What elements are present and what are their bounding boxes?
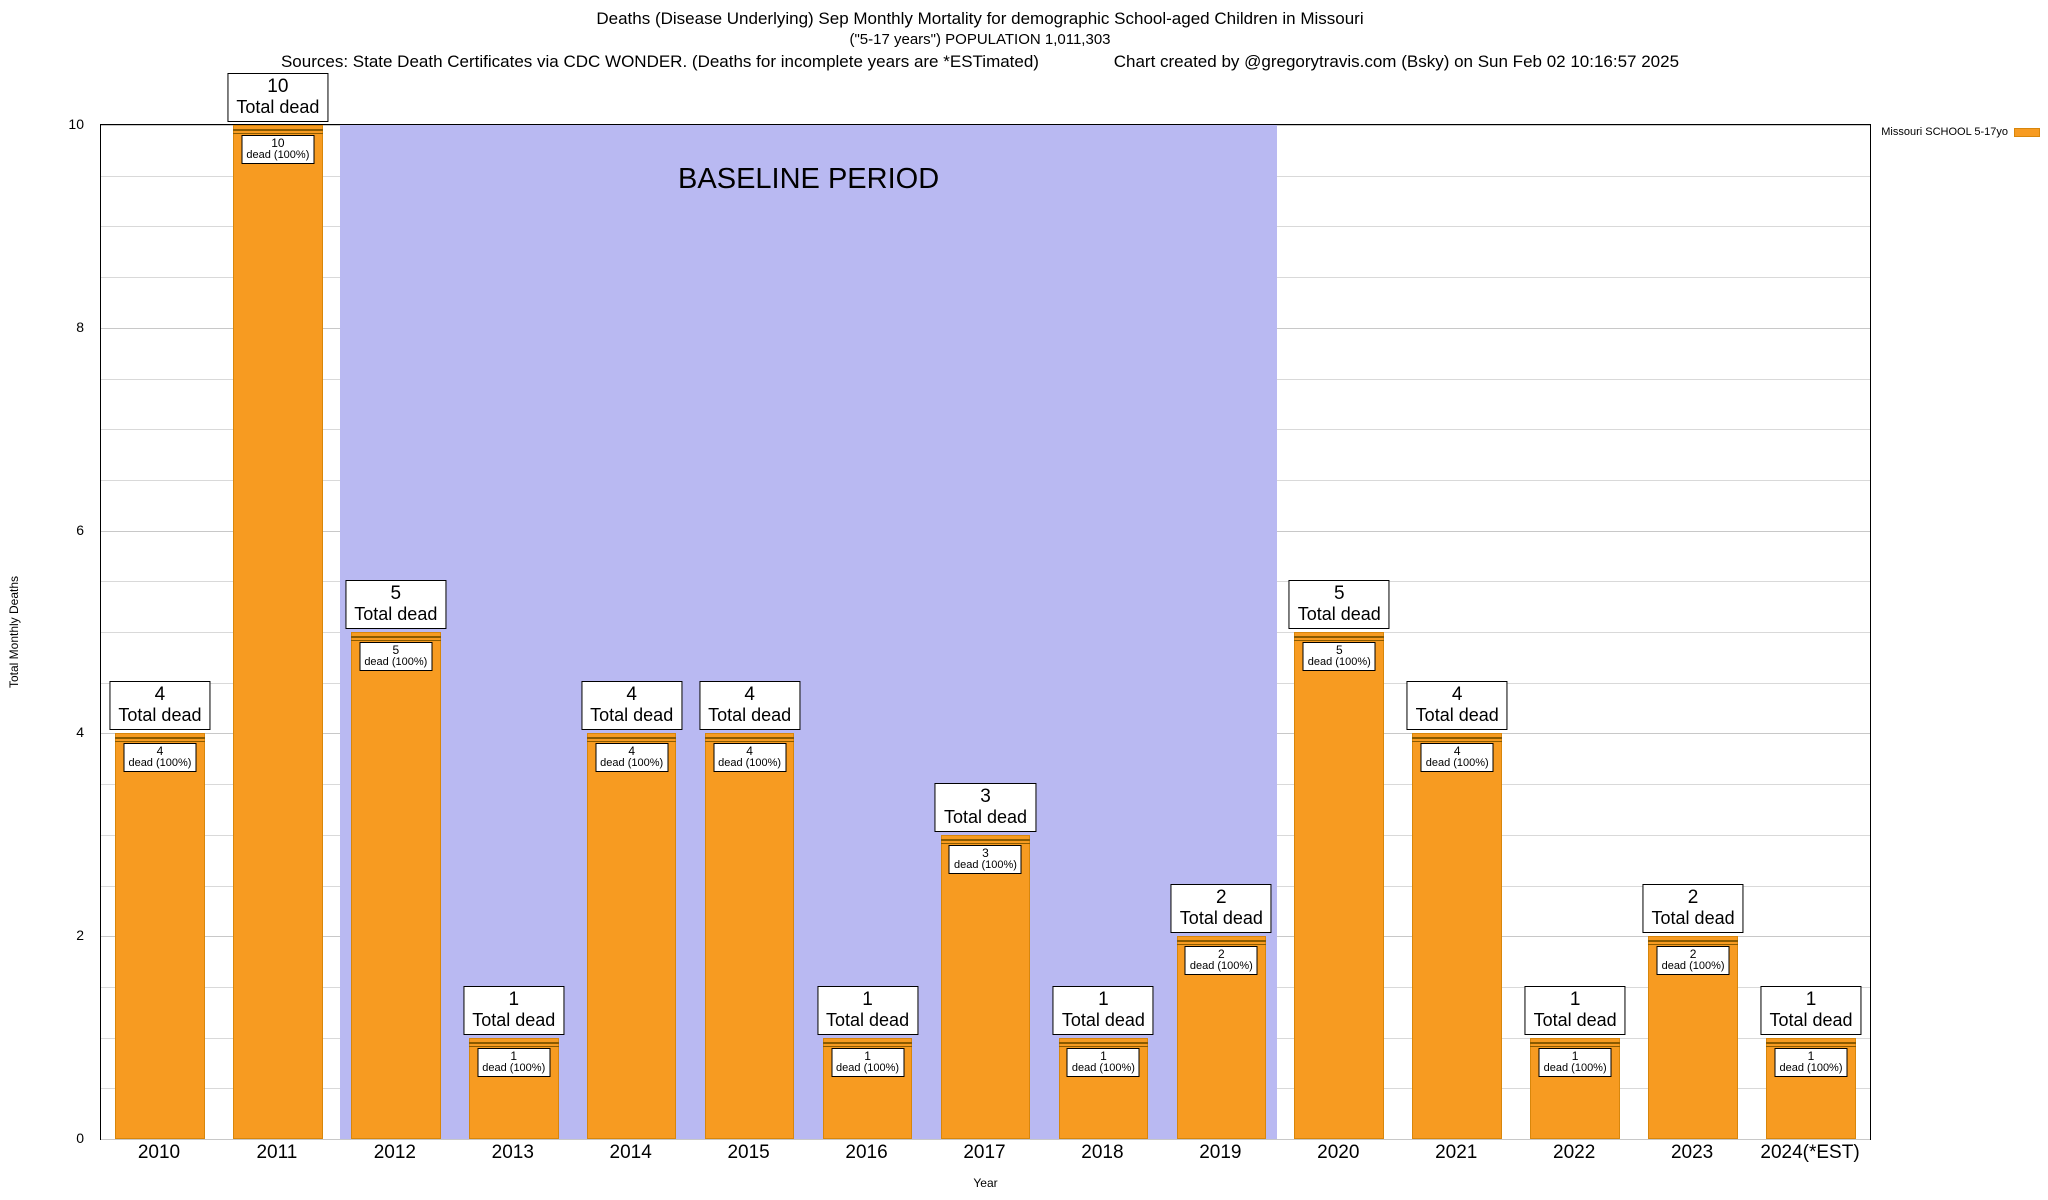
bar-inner-label [1539, 1048, 1612, 1077]
bar-slot [573, 125, 691, 1139]
bar-total-caption: Total dead [1415, 705, 1499, 726]
bar-inner-label [1775, 1048, 1848, 1077]
legend [1881, 126, 2040, 138]
bar-inner-count: 1 [864, 1048, 871, 1063]
x-tick-label: 2013 [491, 1142, 534, 1163]
bar-inner-label [241, 135, 314, 164]
legend-label: Missouri SCHOOL 5-17yo [1881, 126, 2008, 138]
bar-slot [219, 76, 337, 1139]
bar-inner-count: 1 [510, 1048, 518, 1063]
bar-inner-percent: dead (100%) [1189, 960, 1253, 973]
bar-inner-percent: dead (100%) [1543, 1061, 1607, 1074]
bar-total-count: 10 [267, 76, 289, 97]
bar-cap-lines [823, 1042, 913, 1047]
bar-total-caption: Total dead [1061, 1009, 1145, 1030]
bar-inner-count: 4 [156, 744, 164, 759]
bar-cap-lines [469, 1042, 559, 1047]
bar-cap-lines [705, 737, 795, 742]
bar-total-count: 3 [980, 785, 991, 807]
bar-cap-lines [233, 129, 323, 134]
x-tick-label: 2022 [1553, 1142, 1596, 1163]
bar-inner-percent: dead (100%) [953, 858, 1017, 871]
x-tick-label: 2023 [1670, 1142, 1714, 1163]
y-tick-label: 8 [76, 318, 84, 335]
bar-total-count: 4 [744, 684, 755, 706]
bar-total-count: 1 [1805, 988, 1817, 1010]
bar-inner-count: 4 [1453, 744, 1461, 759]
y-tick-label: 2 [76, 927, 84, 944]
bar-total-caption: Total dead [590, 705, 674, 726]
chart-credit-note: Chart created by @gregorytravis.com (Bsky) on Sun Feb 02 10:16:57 2025 [1113, 52, 1680, 71]
chart-subtitle: ("5-17 years") POPULATION 1,011,303 [849, 31, 1111, 48]
x-tick-label: 2020 [1317, 1142, 1360, 1163]
bar-inner-percent: dead (100%) [1071, 1061, 1135, 1074]
bar-inner-label [713, 743, 786, 772]
bar-total-caption: Total dead [826, 1009, 910, 1030]
y-tick-label: 10 [68, 116, 84, 132]
bar-inner-count: 4 [628, 744, 636, 759]
bar-cap-lines [115, 737, 205, 742]
y-tick-label: 6 [76, 521, 84, 538]
bar-inner-percent: dead (100%) [1307, 656, 1371, 668]
bar-total-label [1171, 884, 1272, 933]
y-tick-label: 4 [76, 724, 84, 741]
bar-total-label [935, 783, 1036, 832]
bar-cap-lines [1177, 940, 1267, 945]
bar-total-count: 1 [508, 988, 520, 1010]
bar-total-caption: Total dead [1651, 908, 1735, 929]
bar-total-count: 5 [1333, 583, 1345, 604]
bar-slot [337, 125, 455, 1139]
bar-inner-label [123, 743, 196, 772]
bar-inner-count: 10 [271, 136, 285, 150]
bar-total-caption: Total dead [1297, 604, 1381, 624]
bar-slot [1634, 125, 1752, 1139]
bar-total-count: 4 [626, 684, 637, 706]
bar-total-label [817, 986, 918, 1035]
bar-total-label [463, 986, 564, 1035]
bar-slot [1044, 125, 1162, 1139]
bar-total-label [227, 73, 328, 122]
x-tick-label: 2018 [1081, 1142, 1124, 1163]
bar-total-caption: Total dead [472, 1009, 556, 1030]
bar-total-caption: Total dead [118, 705, 202, 726]
bar-inner-label [595, 743, 668, 772]
x-axis-title: Year [973, 1176, 998, 1190]
x-tick-label: 2017 [963, 1142, 1006, 1163]
bar-total-label [109, 681, 210, 730]
x-tick-label: 2015 [727, 1142, 770, 1163]
bar-inner-percent: dead (100%) [718, 757, 782, 770]
bar-slot [1516, 125, 1634, 1139]
bar-slot [1162, 125, 1280, 1139]
bar-total-count: 1 [1098, 988, 1109, 1010]
bar-total-caption: Total dead [354, 604, 438, 624]
bar[interactable] [351, 632, 441, 1139]
bar-series [101, 76, 1870, 1139]
bar-total-count: 1 [1569, 988, 1581, 1010]
bar[interactable] [233, 125, 323, 1139]
bar-total-caption: Total dead [1179, 908, 1263, 929]
x-axis-ticks [100, 1142, 1871, 1172]
bar-inner-percent: dead (100%) [600, 757, 664, 770]
bar-cap-lines [1412, 737, 1502, 742]
bar-total-caption: Total dead [708, 705, 792, 726]
chart-source-credit-line [0, 51, 1960, 73]
bar-total-count: 1 [862, 988, 873, 1010]
x-tick-label: 2016 [845, 1142, 888, 1163]
bar-cap-lines [1648, 940, 1738, 945]
bar-inner-label [949, 845, 1022, 874]
bar-total-label [1407, 681, 1508, 730]
bar-cap-lines [1766, 1042, 1856, 1047]
bar-total-label [1525, 986, 1626, 1035]
bar-cap-lines [941, 839, 1031, 844]
chart-title-block [0, 8, 1960, 73]
bar-inner-count: 1 [1100, 1048, 1107, 1063]
bar-inner-count: 5 [1335, 643, 1343, 657]
bar-total-label [345, 580, 446, 629]
bar-inner-label [1303, 642, 1376, 671]
bar-slot [927, 125, 1045, 1139]
bar-inner-count: 4 [746, 744, 753, 759]
bar-total-label [1760, 986, 1861, 1035]
bar-cap-lines [587, 737, 677, 742]
legend-swatch-missouri-school [2014, 128, 2040, 137]
bar-total-label [1643, 884, 1744, 933]
bar-total-count: 4 [1451, 684, 1463, 706]
bar-inner-percent: dead (100%) [1779, 1061, 1843, 1074]
bar-total-count: 4 [154, 684, 166, 706]
bar-cap-lines [351, 636, 441, 641]
bar[interactable] [115, 733, 205, 1139]
bar-cap-lines [1530, 1042, 1620, 1047]
bar-total-label [1053, 986, 1154, 1035]
bar-inner-count: 3 [982, 845, 989, 860]
bar-total-caption: Total dead [1533, 1009, 1617, 1030]
bar-slot [1280, 125, 1398, 1139]
x-tick-label: 2011 [256, 1142, 298, 1163]
plot-area [100, 76, 1871, 1140]
bar[interactable] [1412, 733, 1502, 1139]
gridline [101, 1139, 1870, 1140]
bar-total-count: 2 [1687, 887, 1699, 909]
y-axis-ticks [0, 116, 92, 1146]
bar-inner-percent: dead (100%) [482, 1061, 546, 1074]
bar-inner-percent: dead (100%) [1661, 960, 1725, 973]
bar-inner-label [1421, 743, 1494, 772]
x-tick-label: 2012 [373, 1142, 416, 1163]
bar-cap-lines [1059, 1042, 1149, 1047]
chart-title: Deaths (Disease Underlying) Sep Monthly Mortality for demographic School-aged Children in Missouri [596, 9, 1364, 28]
bar-slot [1752, 125, 1870, 1139]
bar-total-label [581, 681, 682, 730]
bar-slot [455, 125, 573, 1139]
bar-inner-label [1657, 946, 1730, 975]
bar[interactable] [941, 835, 1031, 1139]
bar-slot [101, 125, 219, 1139]
bar[interactable] [705, 733, 795, 1139]
bar-slot [809, 125, 927, 1139]
x-tick-label: 2021 [1435, 1142, 1478, 1163]
bar-inner-percent: dead (100%) [128, 757, 192, 770]
bar-inner-count: 5 [392, 643, 400, 657]
bar-inner-label [1185, 946, 1258, 975]
bar-total-caption: Total dead [943, 806, 1028, 827]
bar-inner-percent: dead (100%) [246, 149, 310, 161]
bar-inner-percent: dead (100%) [1425, 757, 1489, 770]
y-tick-label: 0 [76, 1130, 84, 1146]
bar-total-count: 5 [390, 583, 402, 604]
x-tick-label: 2010 [137, 1142, 181, 1163]
bar-inner-percent: dead (100%) [836, 1061, 900, 1074]
bar-total-count: 2 [1216, 887, 1227, 909]
bar-slot [691, 125, 809, 1139]
chart-sources-note: Sources: State Death Certificates via CDC WONDER. (Deaths for incomplete years are *ESTimated) [280, 52, 1039, 71]
bar-inner-count: 1 [1571, 1048, 1579, 1063]
bar-total-label [699, 681, 800, 730]
bar-inner-label [1067, 1048, 1140, 1077]
bar-total-caption: Total dead [1769, 1009, 1853, 1030]
x-tick-label: 2024(*EST) [1760, 1142, 1860, 1163]
y-axis-title-text: Total Monthly Deaths [7, 575, 21, 689]
bar-slot [1398, 125, 1516, 1139]
bar-cap-lines [1294, 636, 1384, 641]
x-tick-label: 2019 [1199, 1142, 1242, 1163]
x-tick-label: 2014 [609, 1142, 652, 1163]
bar[interactable] [1294, 632, 1384, 1139]
bar-inner-percent: dead (100%) [364, 656, 428, 668]
bar-total-caption: Total dead [236, 97, 320, 117]
baseline-period-label: BASELINE PERIOD [678, 163, 940, 195]
bar-inner-count: 2 [1689, 947, 1697, 962]
bar-inner-label [477, 1048, 550, 1077]
bar[interactable] [587, 733, 677, 1139]
bar-inner-label [831, 1048, 904, 1077]
bar-inner-label [359, 642, 432, 671]
bar-inner-count: 1 [1807, 1048, 1815, 1063]
bar-inner-count: 2 [1218, 947, 1225, 962]
bar-total-label [1289, 580, 1390, 629]
